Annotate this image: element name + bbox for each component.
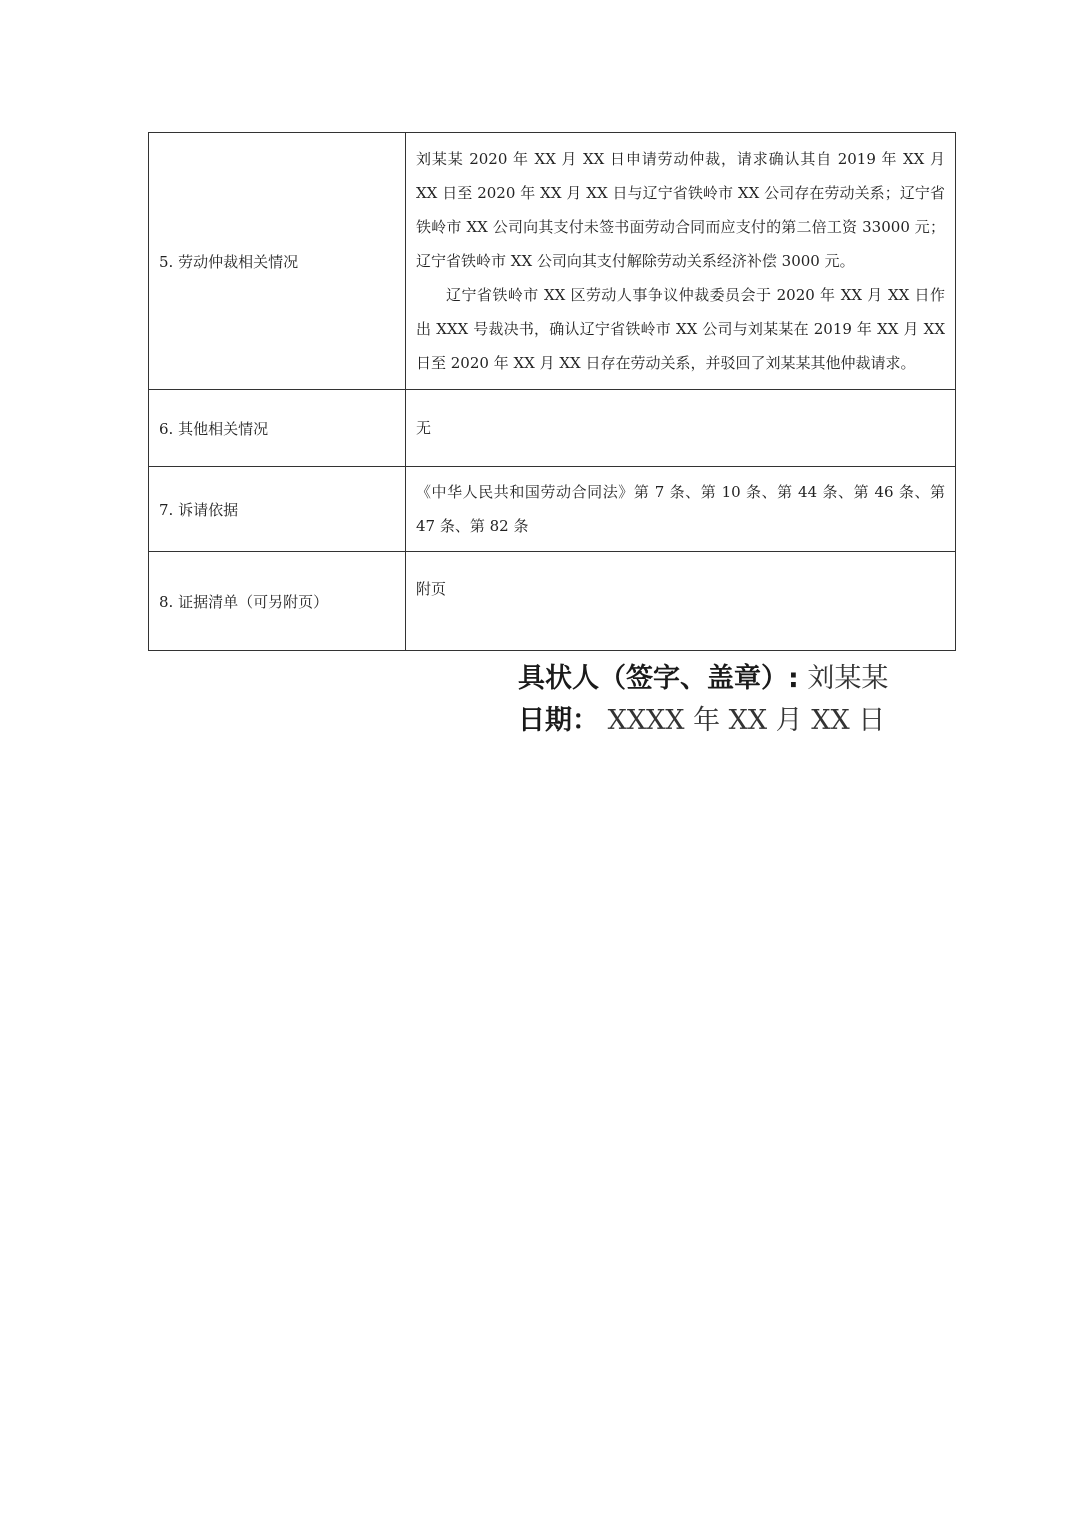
row-label-basis: 7. 诉请依据 bbox=[149, 467, 406, 552]
table-row-other bbox=[149, 390, 956, 467]
signer-line bbox=[518, 658, 888, 700]
arbitration-paragraph-1: 刘某某 2020 年 XX 月 XX 日申请劳动仲裁，请求确认其自 2019 年 XX 月 XX 日至 2020 年 XX 月 XX 日与辽宁省铁岭市 XX 公司存在劳动关系；辽宁省铁岭市 XX 公司向其支付未签书面劳动合同而应支付的第二倍工资 33000 元；辽宁省铁岭市 XX 公司向其支付解除劳动关系经济补偿 3000 元。 bbox=[416, 150, 945, 270]
signer-name: 刘某某 bbox=[807, 663, 889, 694]
row-content-evidence: 附页 bbox=[406, 552, 956, 651]
row-label-evidence: 8. 证据清单（可另附页） bbox=[149, 552, 406, 651]
row-label-arbitration: 5. 劳动仲裁相关情况 bbox=[149, 133, 406, 390]
row-label-other: 6. 其他相关情况 bbox=[149, 390, 406, 467]
date-value: XXXX 年 XX 月 XX 日 bbox=[607, 705, 886, 736]
complaint-table bbox=[148, 132, 956, 651]
table-row-arbitration bbox=[149, 133, 956, 390]
row-content-basis: 《中华人民共和国劳动合同法》第 7 条、第 10 条、第 44 条、第 46 条、第 47 条、第 82 条 bbox=[406, 467, 956, 552]
row-content-arbitration bbox=[406, 133, 956, 390]
date-label: 日期： bbox=[518, 705, 599, 736]
row-content-other: 无 bbox=[406, 390, 956, 467]
table-row-evidence bbox=[149, 552, 956, 651]
table-row-basis bbox=[149, 467, 956, 552]
signer-label: 具状人（签字、盖章）: bbox=[518, 663, 799, 694]
arbitration-paragraph-2: 辽宁省铁岭市 XX 区劳动人事争议仲裁委员会于 2020 年 XX 月 XX 日作出 XXX 号裁决书，确认辽宁省铁岭市 XX 公司与刘某某在 2019 年 XX 月 XX 日至 2020 年 XX 月 XX 日存在劳动关系，并驳回了刘某某其他仲裁请求。 bbox=[416, 286, 945, 372]
signature-block bbox=[518, 658, 888, 742]
date-line bbox=[518, 700, 888, 742]
